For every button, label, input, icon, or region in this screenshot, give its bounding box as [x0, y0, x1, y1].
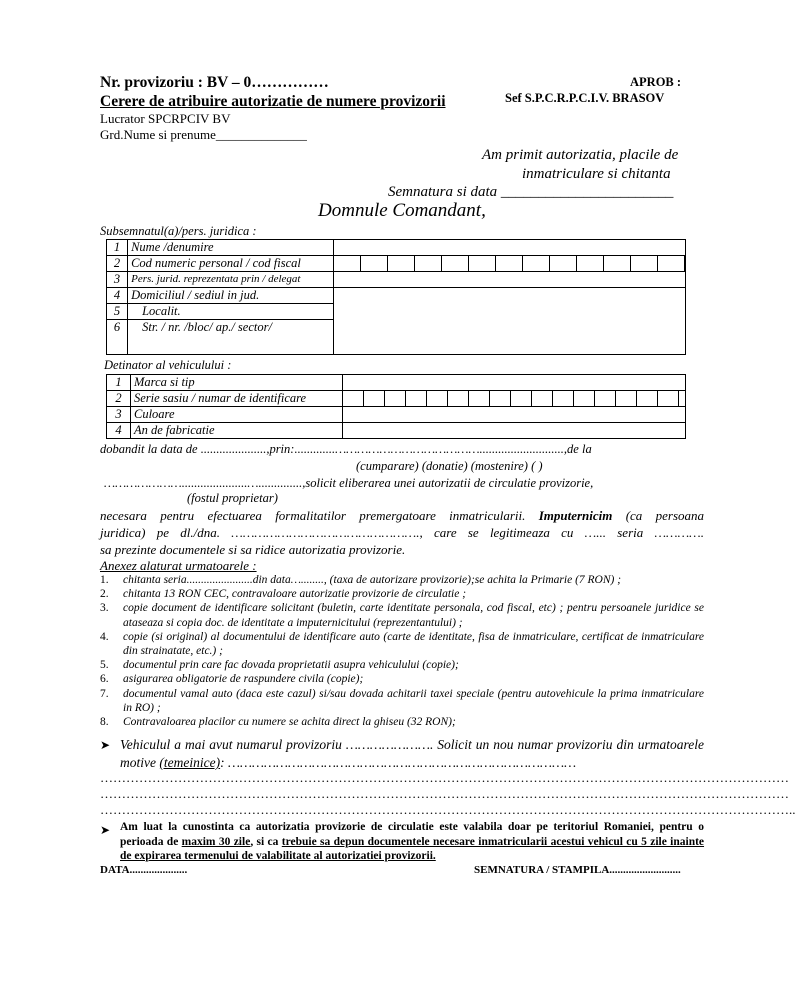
value-cell-delegat[interactable]: [334, 272, 686, 288]
row-label: Localit.: [128, 304, 334, 320]
row-number: 2: [107, 256, 128, 272]
validity-text-a: Am luat la cunostinta ca autorizatia provizorie de circulatie este valabila doar pe teritoriul Romaniei, pentru o perioada de: [120, 821, 704, 848]
row-number: 4: [107, 288, 128, 304]
row-number: 1: [107, 240, 128, 256]
table-row: [107, 288, 686, 304]
row-label: Serie sasiu / numar de identificare: [131, 391, 343, 407]
row-label: An de fabricatie: [131, 423, 343, 439]
row-label: Str. / nr. /bloc/ ap./ sector/: [128, 320, 334, 355]
item-text: documentul vamal auto (daca este cazul) si/sau dovada achitarii taxei speciale (pentru autovehicule la prima inmatriculare in RO) ;: [123, 687, 704, 714]
item-number: 4.: [100, 630, 109, 643]
row-number: 1: [107, 375, 131, 391]
row-number: 5: [107, 304, 128, 320]
lucrator: Lucrator SPCRPCIV BV: [100, 111, 231, 126]
row-label: Marca si tip: [131, 375, 343, 391]
receipt-signature: Semnatura si data _______________________: [388, 184, 674, 200]
table-row: [107, 240, 686, 256]
list-item: [100, 630, 704, 658]
aprob-label: APROB :: [630, 75, 682, 89]
table-row: [107, 375, 686, 391]
row-label: Nume /denumire: [128, 240, 334, 256]
motive-line-1[interactable]: ……………………………………………………………………………………………………………………………………………: [100, 770, 789, 785]
sef-label: Sef S.P.C.R.P.C.I.V. BRASOV: [505, 91, 665, 105]
value-cell-an[interactable]: [343, 423, 686, 439]
maxim-30-zile: maxim 30 zile: [181, 835, 251, 848]
list-item: [100, 687, 704, 715]
list-item: [100, 601, 704, 629]
receipt-line2: inmatriculare si chitanta: [522, 166, 671, 182]
vin-boxes[interactable]: [343, 391, 686, 407]
value-cell-domiciliu[interactable]: [334, 288, 686, 355]
item-number: 3.: [100, 602, 109, 615]
annex-list: [100, 573, 704, 729]
row-number: 3: [107, 407, 131, 423]
row-label: Pers. jurid. reprezentata prin / delegat: [128, 272, 334, 288]
applicant-heading: Subsemnatul(a)/pers. juridica :: [100, 224, 257, 238]
cerere-title: Cerere de atribuire autorizatie de numere provizorii: [100, 93, 446, 110]
moduri-line: (cumparare) (donatie) (mostenire) ( ): [356, 459, 543, 473]
grd-nume: Grd.Nume si prenume______________: [100, 127, 307, 142]
bullet-validity-notice: [120, 820, 704, 864]
table-row: [107, 256, 686, 272]
list-item: [100, 573, 704, 587]
bullet1-dots: : ……………………………………………………………………………: [220, 755, 577, 770]
item-number: 7.: [100, 687, 109, 700]
row-label: Domiciliul / sediul in jud.: [128, 288, 334, 304]
list-item: [100, 672, 704, 686]
salutation: Domnule Comandant,: [318, 200, 486, 221]
row-label: Culoare: [131, 407, 343, 423]
item-text: copie (si original) al documentului de identificare auto (carte de identitate, fisa de inmatriculare, certificat de inmatriculare din strainatate, etc.) ;: [123, 630, 704, 658]
item-number: 8.: [100, 716, 109, 729]
row-number: 4: [107, 423, 131, 439]
item-text: asigurarea obligatorie de raspundere civila (copie);: [123, 673, 364, 686]
value-cell-nume[interactable]: [334, 240, 686, 256]
bullet-previous-number: [120, 736, 704, 772]
vehicle-heading: Detinator al vehiculului :: [104, 358, 232, 372]
imputernicim-text: Imputernicim: [538, 508, 613, 523]
item-number: 2.: [100, 588, 109, 601]
receipt-line1: Am primit autorizatia, placile de: [482, 147, 679, 163]
item-text: Contravaloarea placilor cu numere se achita direct la ghiseu (32 RON);: [123, 716, 456, 729]
bullet1-text: Vehiculul a mai avut numarul provizoriu …………………. Solicit un nou numar provizoriu din urmatoarele motive: [120, 737, 704, 770]
table-row: [107, 272, 686, 288]
nr-provizoriu: Nr. provizoriu : BV – 0……………: [100, 74, 329, 91]
item-text: chitanta seria.......................din data…........, (taxa de autorizare provizorie);se achita la Primarie (7 RON) ;: [123, 574, 622, 586]
applicant-table: [106, 239, 686, 355]
trebuie-text: trebuie sa depun documentele necesare inmatricularii acestui vehicul cu 5 zile inainte de expirarea termenului de valabilitate al autorizatiei provizorii.: [120, 835, 705, 862]
necesara-text: necesara pentru efectuarea formalitatilor premergatoare inmatricularii.: [100, 508, 526, 523]
list-item: [100, 715, 704, 729]
table-row: [107, 391, 686, 407]
motive-line-3[interactable]: ……………………………………………………………………………………………………………………………………………..: [100, 802, 796, 817]
list-item: [100, 658, 704, 672]
arrow-bullet-icon: ➤: [100, 823, 111, 837]
motive-line-2[interactable]: ……………………………………………………………………………………………………………………………………………: [100, 786, 789, 801]
arrow-bullet-icon: ➤: [100, 738, 111, 752]
dobandit-line: dobandit la data de .....................,prin:.............…………………………………...........................,de la: [100, 442, 592, 456]
row-number: 2: [107, 391, 131, 407]
solicit-line: ………………….....................…..............,solicit eliberarea unei autorizatii de circulatie provizorie,: [104, 476, 594, 490]
data-field[interactable]: DATA.....................: [100, 864, 188, 876]
item-number: 1.: [100, 574, 109, 586]
prezinte-line: sa prezinte documentele si sa ridice autorizatia provizorie.: [100, 542, 406, 557]
value-cell-marca[interactable]: [343, 375, 686, 391]
row-number: 3: [107, 272, 128, 288]
item-number: 6.: [100, 673, 109, 686]
fostul-proprietar: (fostul proprietar): [187, 491, 278, 505]
item-text: chitanta 13 RON CEC, contravaloare autorizatie provizorie de circulatie ;: [123, 588, 467, 601]
item-number: 5.: [100, 659, 109, 672]
validity-text-b: , si ca: [250, 835, 279, 848]
ca-persoana-text: (ca persoana: [625, 508, 705, 523]
item-text: copie document de identificare solicitant (buletin, carte identitate personala, cod fiscal, etc) ; pentru persoanele juridice se ataseaza si copia doc. de identitate a imputernicitului (reprezentantului) ;: [123, 602, 704, 629]
table-row: [107, 407, 686, 423]
temeinice-text: (temeinice): [159, 755, 221, 770]
value-cell-culoare[interactable]: [343, 407, 686, 423]
item-text: documentul prin care fac dovada proprietatii asupra vehiculului (copie);: [123, 659, 459, 672]
list-item: [100, 587, 704, 601]
cnp-boxes[interactable]: [334, 256, 686, 272]
semnatura-stampila-field[interactable]: SEMNATURA / STAMPILA..........................: [474, 864, 681, 876]
vehicle-table: [106, 374, 686, 439]
necesara-line: [100, 508, 704, 524]
row-number: 6: [107, 320, 128, 355]
row-label: Cod numeric personal / cod fiscal: [128, 256, 334, 272]
anexez-heading: Anexez alaturat urmatoarele :: [100, 558, 257, 573]
table-row: [107, 423, 686, 439]
juridica-line: juridica) pe dl./dna. …………………………………………., care se legitimeaza cu …... seria ………….: [100, 525, 704, 540]
